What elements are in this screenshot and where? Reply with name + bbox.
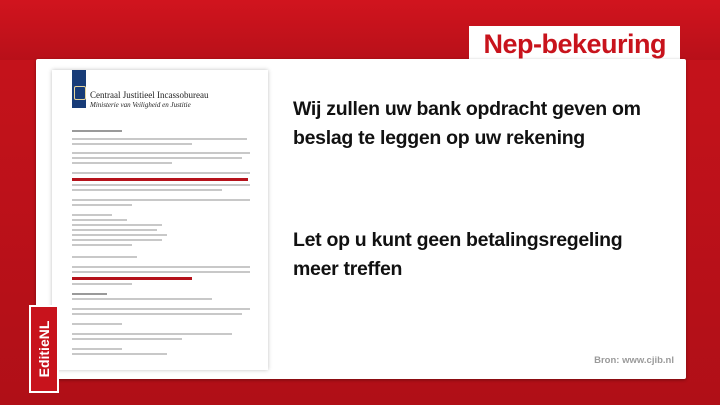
- redacted-line: [72, 178, 248, 181]
- letter-line: [72, 333, 232, 335]
- source-credit: Bron: www.cjib.nl: [594, 355, 674, 366]
- letter-line: [72, 152, 250, 154]
- letter-line: [72, 298, 212, 300]
- letter-line: [72, 256, 137, 258]
- crest-icon: [74, 86, 86, 100]
- editienl-logo: [29, 305, 59, 393]
- letter-line: [72, 204, 132, 206]
- letter-line: [72, 224, 162, 226]
- headline-no-payment-plan: Let op u kunt geen betalingsregeling meer treffen: [293, 229, 623, 280]
- letter-line: [72, 308, 250, 310]
- letter-line: [72, 157, 242, 159]
- letter-line: [72, 172, 250, 174]
- letter-line: [72, 348, 122, 350]
- letter-line: [72, 162, 172, 164]
- letter-line: [72, 338, 182, 340]
- letter-line: [72, 234, 167, 236]
- letter-line: [72, 271, 250, 273]
- letter-line: [72, 353, 167, 355]
- letter-line: [72, 214, 112, 216]
- letter-line: [72, 323, 122, 325]
- letter-line: [72, 244, 132, 246]
- redacted-line: [72, 277, 192, 280]
- letter-line: [72, 130, 122, 132]
- letter-line: [72, 138, 247, 140]
- letter-line: [72, 266, 250, 268]
- letter-image: [52, 70, 268, 370]
- letter-line: [72, 313, 242, 315]
- letter-line: [72, 239, 162, 241]
- letter-line: [72, 283, 132, 285]
- headline-bank-seizure: Wij zullen uw bank opdracht geven om beslag te leggen op uw rekening: [293, 98, 641, 149]
- letter-line: [72, 189, 222, 191]
- topic-tag: Nep-bekeuring: [469, 26, 680, 62]
- brand-label: EditieNL: [36, 320, 52, 378]
- letter-ministry: Ministerie van Veiligheid en Justitie: [90, 101, 191, 109]
- letter-org-name: Centraal Justitieel Incassobureau: [90, 90, 209, 100]
- letter-line: [72, 143, 192, 145]
- letter-line: [72, 293, 107, 295]
- letter-line: [72, 219, 127, 221]
- letter-line: [72, 199, 250, 201]
- letter-line: [72, 229, 157, 231]
- letter-line: [72, 184, 250, 186]
